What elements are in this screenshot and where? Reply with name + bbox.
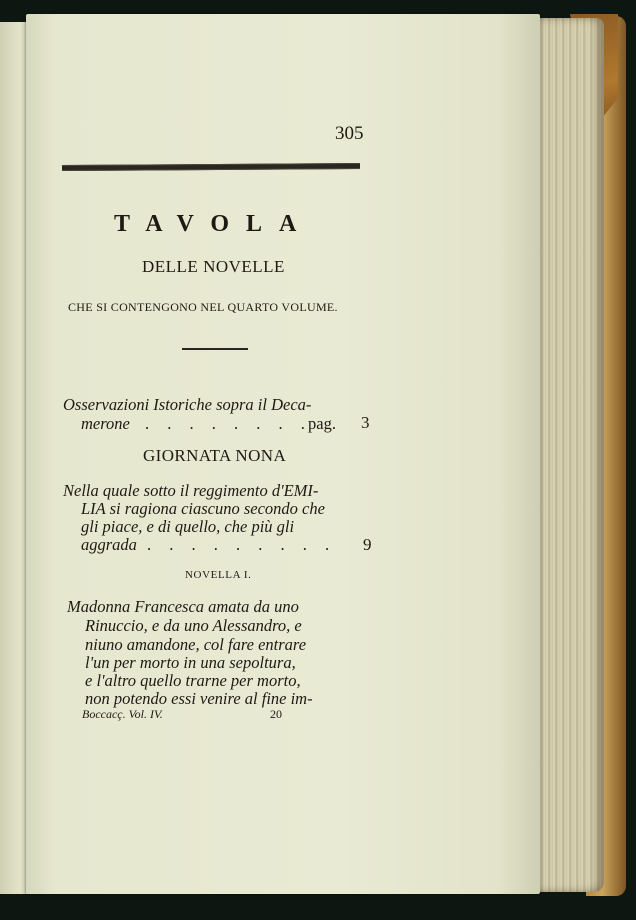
novella-line3: niuno amandone, col fare entrare bbox=[85, 635, 307, 654]
subtitle-volume: CHE SI CONTENGONO NEL QUARTO VOLUME. bbox=[68, 300, 338, 314]
page-number: 305 bbox=[335, 123, 364, 144]
section-heading: GIORNATA NONA bbox=[143, 446, 287, 465]
intro-line4: aggrada bbox=[81, 535, 137, 554]
intro-line1: Nella quale sotto il reggimento d'EMI- bbox=[63, 481, 319, 500]
leader-dots: . . . . . . . . bbox=[145, 414, 312, 433]
novella-heading: NOVELLA I. bbox=[185, 569, 252, 581]
intro-line3: gli piace, e di quello, che più gli bbox=[81, 517, 295, 536]
novella-line5: e l'altro quello trarne per morto, bbox=[85, 671, 301, 690]
entry-page-number: 3 bbox=[361, 413, 370, 432]
subtitle: DELLE NOVELLE bbox=[142, 257, 285, 276]
entry-osservazioni-line2: merone bbox=[81, 414, 130, 433]
page-title: TAVOLA bbox=[114, 211, 314, 237]
entry-page-number: 9 bbox=[363, 535, 372, 554]
novella-line4: l'un per morto in una sepoltura, bbox=[85, 653, 296, 672]
page-edges bbox=[530, 18, 604, 892]
sheet-number: 20 bbox=[270, 707, 282, 721]
leader-dots: . . . . . . . . . bbox=[147, 535, 337, 554]
pag-label: pag. bbox=[308, 414, 336, 433]
intro-line2: LIA si ragiona ciascuno secondo che bbox=[81, 499, 325, 518]
novella-line1: Madonna Francesca amata da uno bbox=[67, 597, 299, 616]
entry-osservazioni-line1: Osservazioni Istoriche sopra il Deca- bbox=[63, 395, 312, 414]
short-rule bbox=[182, 348, 248, 350]
signature-mark: Boccacç. Vol. IV. bbox=[82, 707, 163, 721]
novella-line6: non potendo essi venire al fine im- bbox=[85, 689, 313, 708]
novella-line2: Rinuccio, e da uno Alessandro, e bbox=[85, 616, 302, 635]
